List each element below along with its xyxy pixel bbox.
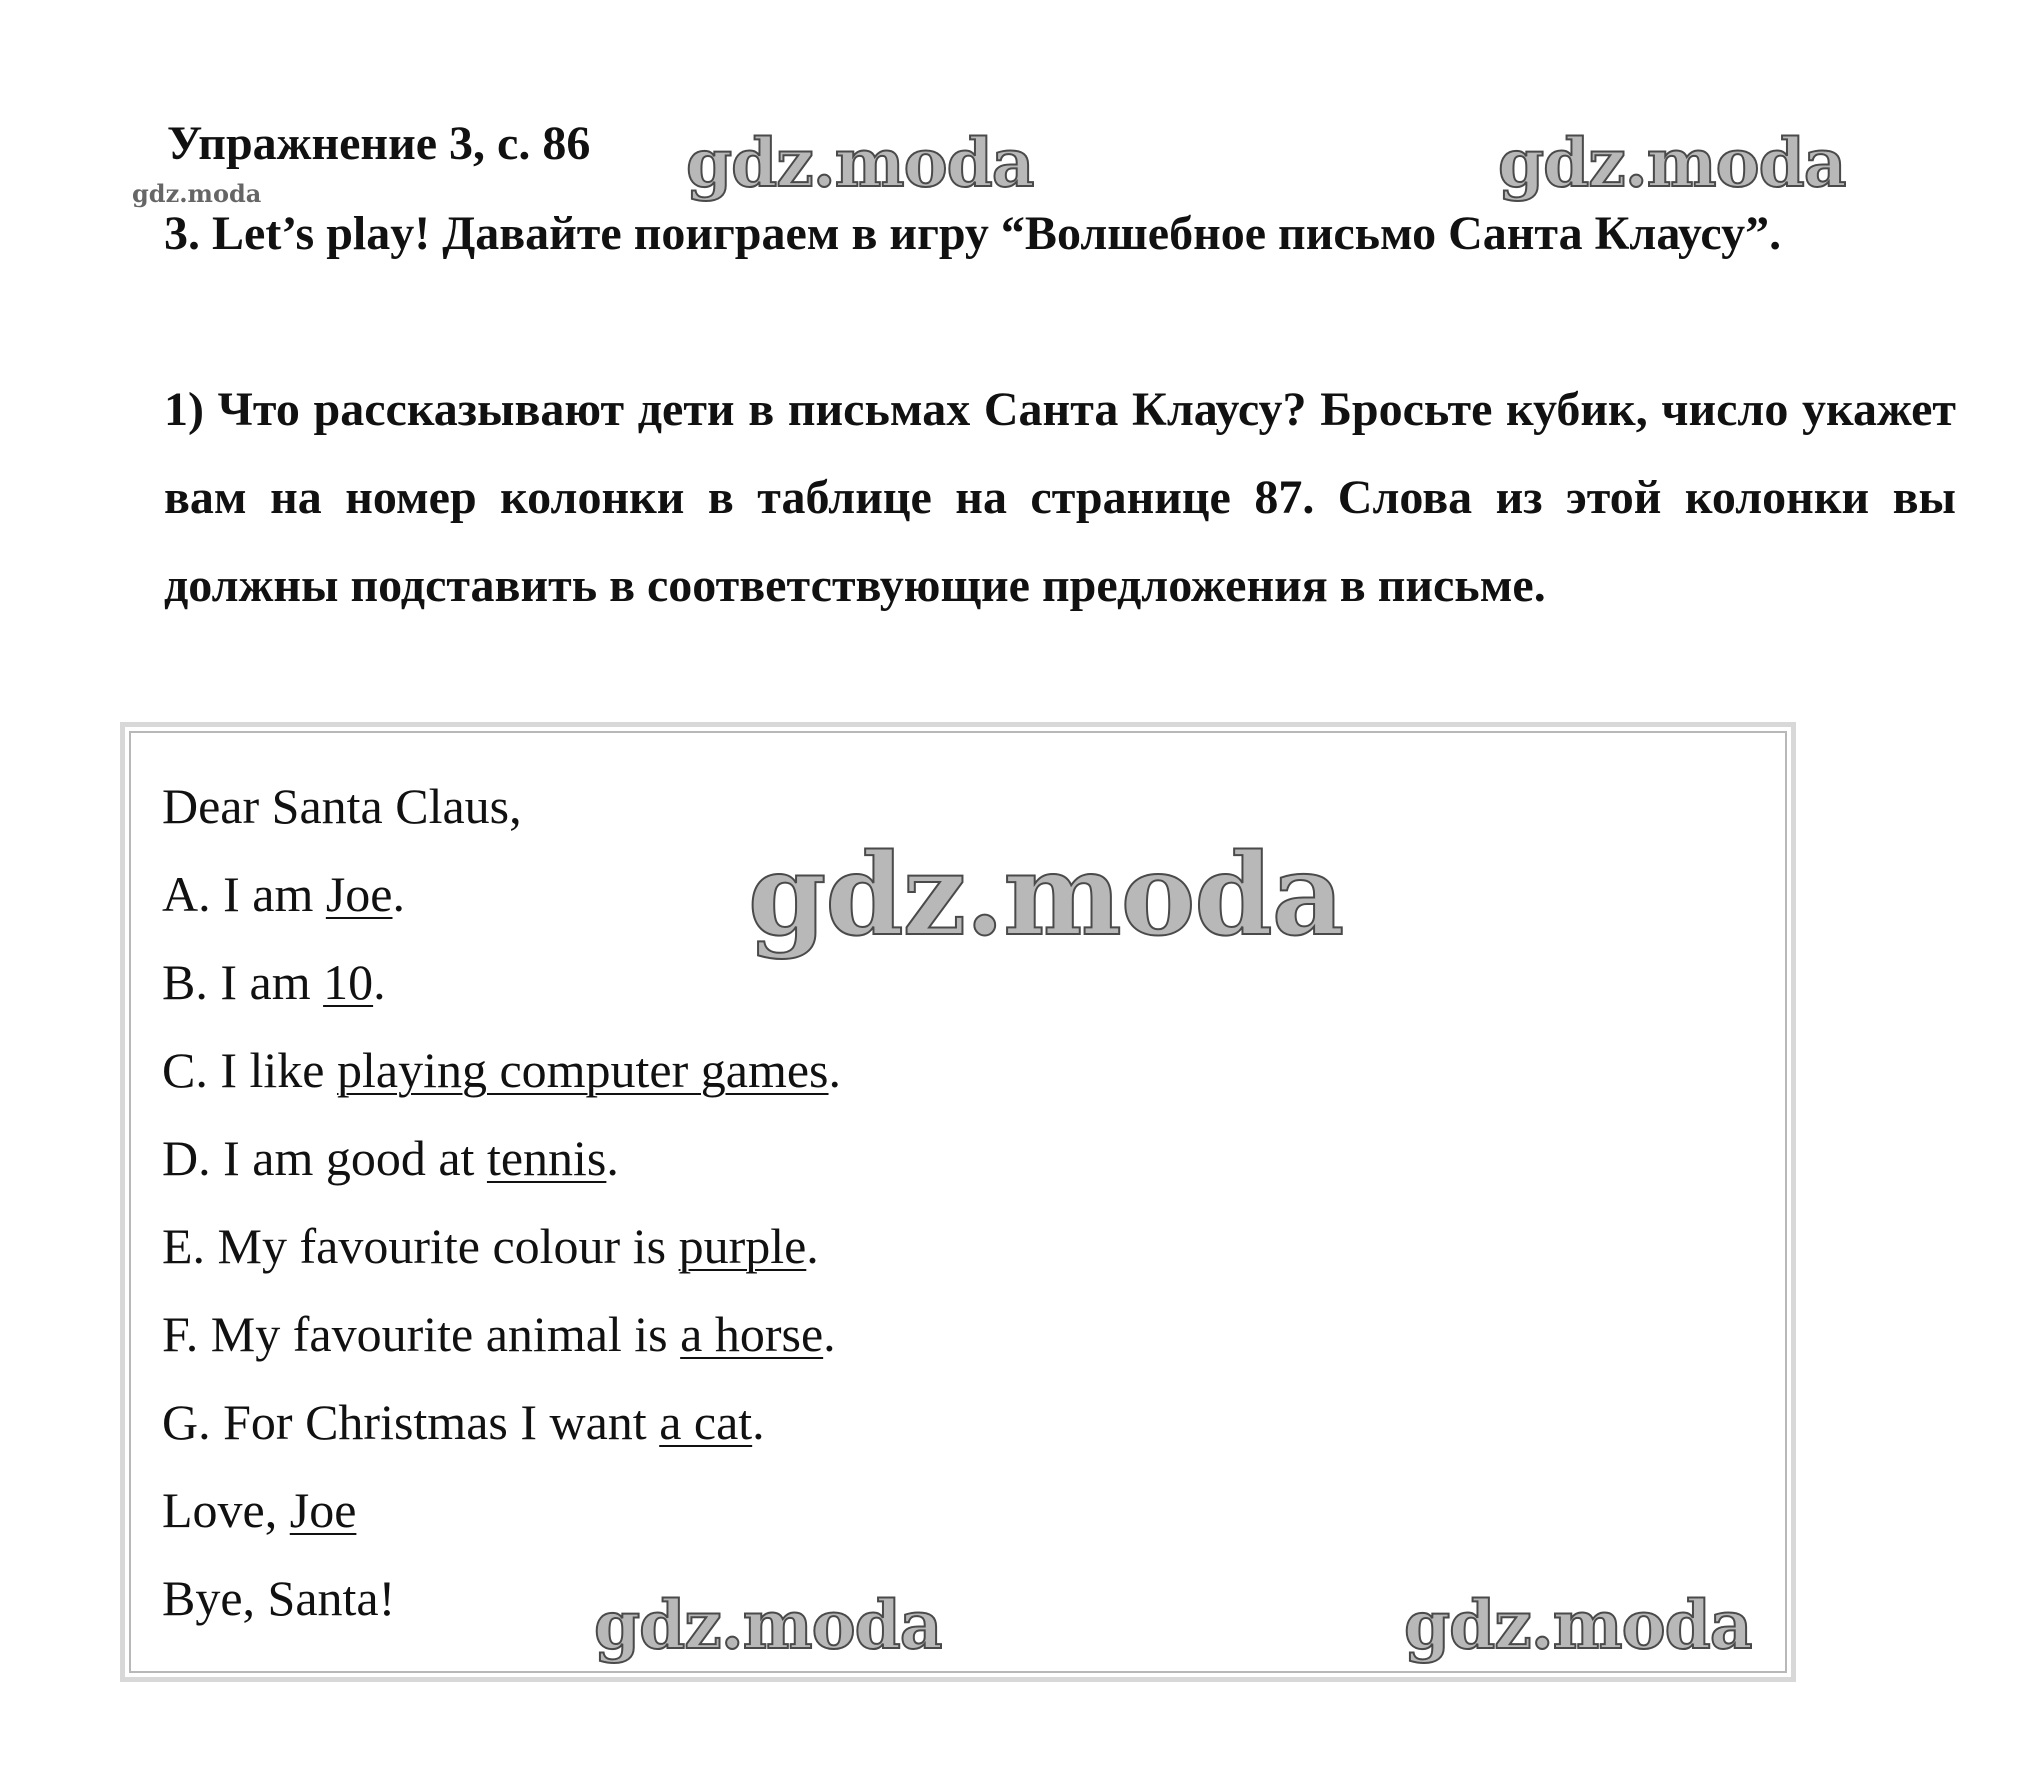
watermark-small: gdz.moda [132, 179, 262, 208]
watermark-logo: gdz.moda [1498, 124, 1846, 202]
watermark-logo: gdz.moda [594, 1586, 942, 1664]
answer-wish: a cat [659, 1394, 753, 1450]
letter-closing [162, 1466, 841, 1554]
line-suffix: . [828, 1042, 842, 1098]
answer-colour: purple [678, 1218, 807, 1274]
line-prefix: D. I am good at [162, 1130, 487, 1186]
watermark-logo: gdz.moda [686, 124, 1034, 202]
letter-line-c [162, 1026, 841, 1114]
letter-line-e [162, 1202, 841, 1290]
answer-animal: a horse [680, 1306, 824, 1362]
letter-line-f [162, 1290, 841, 1378]
watermark-logo: gdz.moda [1404, 1586, 1752, 1664]
task-step-text: 1) Что рассказывают дети в письмах Санта Клаусу? Бросьте кубик, число укажет вам на номер колонки в таблице на странице 87. Слова из этой колонки вы должны подставить в соответствующие предложения в письме. [164, 383, 1956, 612]
line-prefix: G. For Christmas I want [162, 1394, 660, 1450]
closing-name: Joe [289, 1482, 357, 1538]
answer-hobby: playing computer games [336, 1042, 829, 1098]
letter-greeting: Dear Santa Claus, [162, 778, 522, 834]
line-prefix: E. My favourite colour is [162, 1218, 679, 1274]
line-suffix: . [823, 1306, 836, 1362]
line-suffix: . [373, 954, 386, 1010]
letter-farewell: Bye, Santa! [162, 1570, 396, 1626]
line-suffix: . [392, 866, 405, 922]
answer-skill: tennis [486, 1130, 607, 1186]
watermark-logo: gdz.moda [748, 830, 1344, 961]
exercise-heading: Упражнение 3, с. 86 [167, 117, 591, 170]
line-suffix: . [806, 1218, 819, 1274]
letter-line-g [162, 1378, 841, 1466]
letter-line-d [162, 1114, 841, 1202]
task-intro-text: 3. Let’s play! Давайте поиграем в игру “Волшебное письмо Санта Клаусу”. [164, 207, 1782, 260]
letter-line-b [162, 938, 841, 1026]
letter-line-a [162, 850, 841, 938]
line-prefix: B. I am [162, 954, 324, 1010]
task-step [164, 366, 1956, 630]
line-suffix: . [752, 1394, 765, 1450]
line-prefix: A. I am [162, 866, 326, 922]
closing-prefix: Love, [162, 1482, 290, 1538]
line-prefix: F. My favourite animal is [162, 1306, 681, 1362]
line-suffix: . [606, 1130, 619, 1186]
answer-age: 10 [323, 954, 374, 1010]
letter-body [162, 762, 841, 1642]
answer-name: Joe [325, 866, 393, 922]
task-intro [164, 190, 1956, 278]
line-prefix: C. I like [162, 1042, 337, 1098]
